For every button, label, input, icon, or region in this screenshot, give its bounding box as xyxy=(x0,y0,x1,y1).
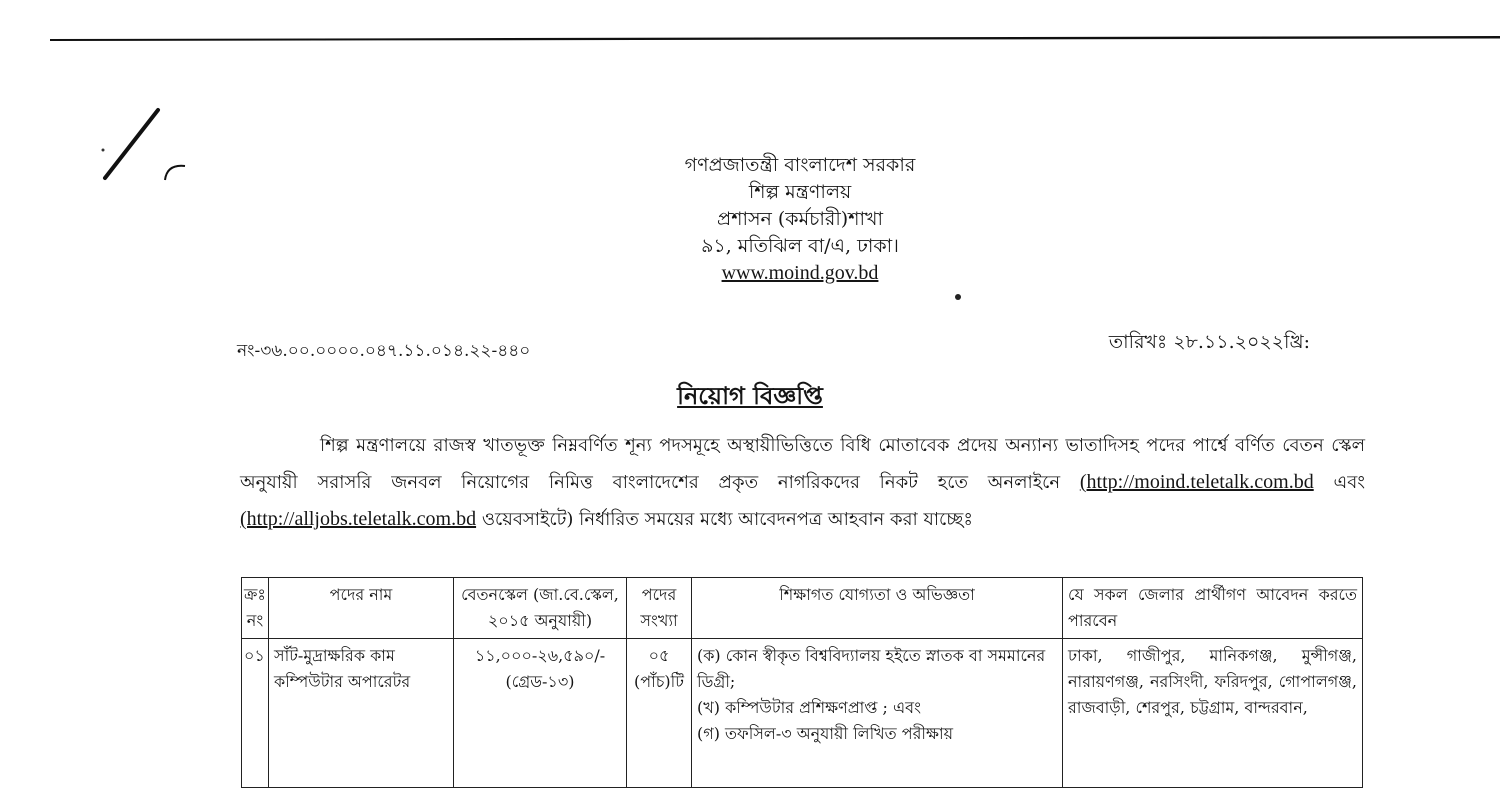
table-header-row xyxy=(242,578,1363,639)
cell-count: ০৫ (পাঁচ)টি xyxy=(627,639,692,788)
header-count: পদের সংখ্যা xyxy=(627,578,692,639)
ministry-name: শিল্প মন্ত্রণালয় xyxy=(748,181,852,203)
ink-dot xyxy=(955,294,961,300)
cell-post: সাঁট-মুদ্রাক্ষরিক কাম কম্পিউটার অপারেটর xyxy=(269,639,454,788)
intro-text-1: শিল্প মন্ত্রণালয়ে রাজস্ব খাতভূক্ত নিম্নবর্ণিত শূন্য পদসমূহে অস্থায়ীভিত্তিতে বিধি মোতাবেক প্রদেয় অন্যান্য ভাতাদিসহ পদের পার্শ্বে বর্ণিত বেতন স্কেল অনুযায়ী সরাসরি জনবল নিয়োগের নিমিত্ত বাংলাদেশের প্রকৃত নাগরিকদের নিকট হতে অনলাইনে xyxy=(240,435,1365,493)
qualification-a: (ক) কোন স্বীকৃত বিশ্ববিদ্যালয় হইতে স্নাতক বা সমমানের ডিগ্রী; xyxy=(697,646,1046,691)
letterhead xyxy=(560,152,1040,287)
memo-date: তারিখঃ ২৮.১১.২০২২খ্রি: xyxy=(1108,331,1310,353)
branch-name: প্রশাসন (কর্মচারী)শাখা xyxy=(717,208,883,230)
intro-paragraph xyxy=(240,428,1365,538)
header-districts: যে সকল জেলার প্রার্থীগণ আবেদন করতে পারবেন xyxy=(1063,578,1363,639)
top-border-line xyxy=(50,34,1500,42)
office-address: ৯১, মতিঝিল বা/এ, ঢাকা। xyxy=(701,235,899,257)
header-qualification: শিক্ষাগত যোগ্যতা ও অভিজ্ঞতা xyxy=(692,578,1063,639)
cell-serial: ০১ xyxy=(242,639,269,788)
website-link[interactable]: www.moind.gov.bd xyxy=(721,262,879,284)
header-scale: বেতনস্কেল (জা.বে.স্কেল, ২০১৫ অনুযায়ী) xyxy=(454,578,627,639)
cell-scale: ১১,০০০-২৬,৫৯০/- (গ্রেড-১৩) xyxy=(454,639,627,788)
government-name: গণপ্রজাতন্ত্রী বাংলাদেশ সরকার xyxy=(684,154,916,176)
vacancy-table xyxy=(241,577,1363,788)
notice-title-text: নিয়োগ বিজ্ঞপ্তি xyxy=(677,381,823,410)
header-serial: ক্রঃ নং xyxy=(242,578,269,639)
qualification-b: (খ) কম্পিউটার প্রশিক্ষণপ্রাপ্ত ; এবং xyxy=(697,698,921,717)
memo-number: নং-৩৬.০০.০০০০.০৪৭.১১.০১৪.২২-৪৪০ xyxy=(237,341,531,361)
table-row xyxy=(242,639,1363,788)
alljobs-link[interactable]: (http://alljobs.teletalk.com.bd xyxy=(240,508,477,530)
teletalk-link[interactable]: (http://moind.teletalk.com.bd xyxy=(1079,471,1314,493)
pen-mark-icon xyxy=(95,100,195,190)
notice-title xyxy=(0,378,1500,418)
intro-and: এবং xyxy=(1333,472,1365,493)
cell-districts: ঢাকা, গাজীপুর, মানিকগঞ্জ, মুন্সীগঞ্জ, নারায়ণগঞ্জ, নরসিংদী, ফরিদপুর, গোপালগঞ্জ, রাজবাড়ী, শেরপুর, চট্টগ্রাম, বান্দরবান, xyxy=(1063,639,1363,788)
qualification-c: (গ) তফসিল-৩ অনুযায়ী লিখিত পরীক্ষায় xyxy=(697,724,954,743)
header-post: পদের নাম xyxy=(269,578,454,639)
intro-text-2: ওয়েবসাইটে) নির্ধারিত সময়ের মধ্যে আবেদনপত্র আহবান করা যাচ্ছেঃ xyxy=(481,509,973,530)
cell-qualification xyxy=(692,639,1063,788)
